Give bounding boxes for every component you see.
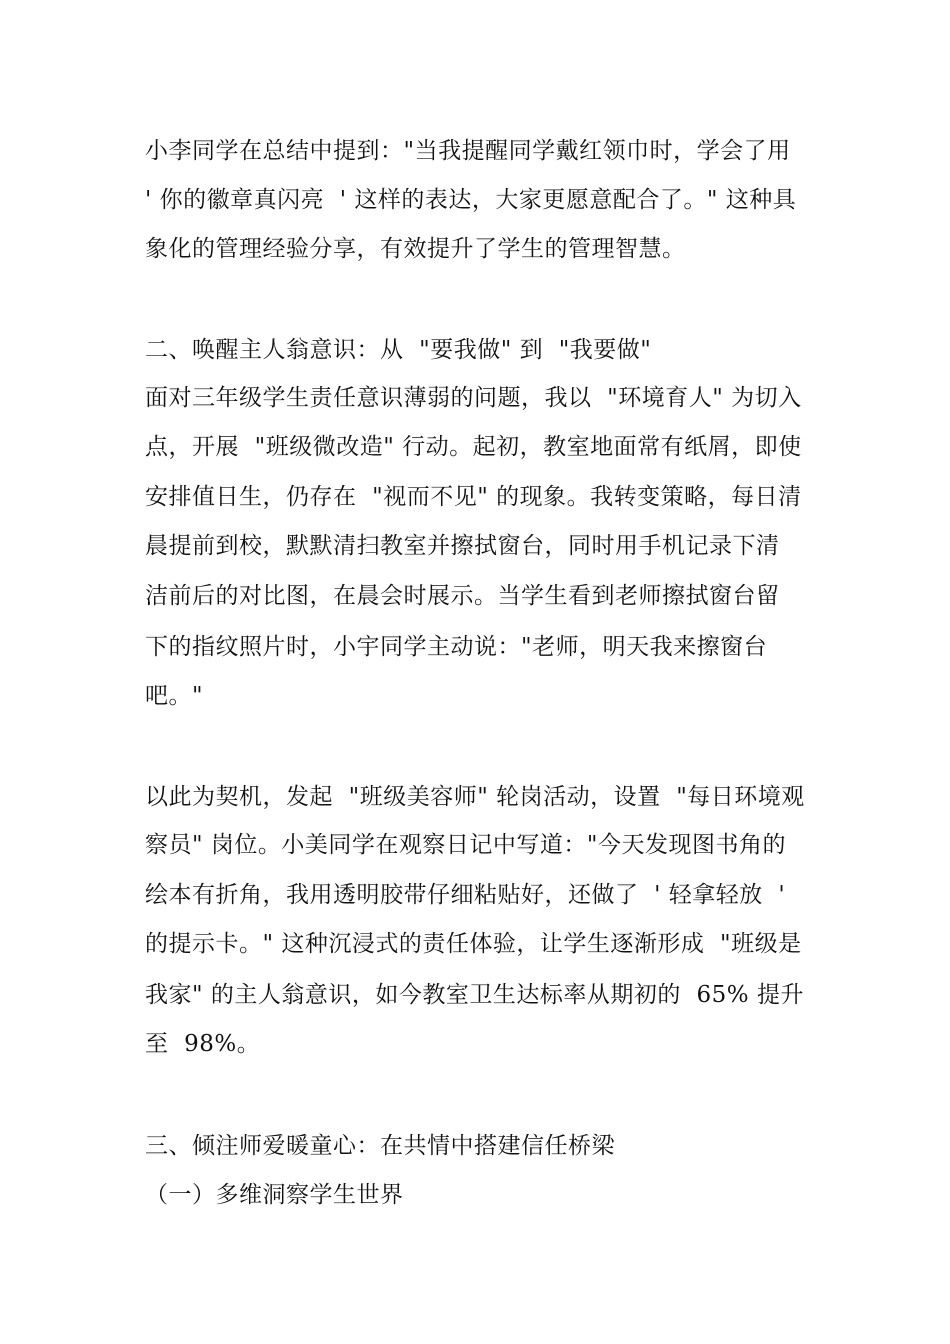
section-heading: 二、唤醒主人翁意识：从 "要我做" 到 "我要做" [145,337,652,363]
text-line: 绘本有折角，我用透明胶带仔细粘贴好，还做了 ' 轻拿轻放 ' [145,882,786,908]
subsection-heading: （一）多维洞察学生世界 [145,1182,404,1208]
text-line: 象化的管理经验分享，有效提升了学生的管理智慧。 [145,236,686,262]
text-line: 察员" 岗位。小美同学在观察日记中写道："今天发现图书角的 [145,832,786,858]
text-line: 我家" 的主人翁意识，如今教室卫生达标率从期初的 65% 提升 [145,982,804,1008]
section-heading: 三、倾注师爱暖童心：在共情中搭建信任桥梁 [145,1133,615,1159]
text-line: 洁前后的对比图，在晨会时展示。当学生看到老师擦拭窗台留 [145,583,780,609]
text-line: 下的指纹照片时，小宇同学主动说："老师，明天我来擦窗台 [145,634,768,660]
text-line: 面对三年级学生责任意识薄弱的问题，我以 "环境育人" 为切入 [145,385,802,411]
text-line: 吧。" [145,683,204,709]
text-line: 点，开展 "班级微改造" 行动。起初，教室地面常有纸屑，即使 [145,434,802,460]
text-line: 安排值日生，仍存在 "视而不见" 的现象。我转变策略，每日清 [145,484,802,510]
text-line: 晨提前到校，默默清扫教室并擦拭窗台，同时用手机记录下清 [145,533,780,559]
text-line: 的提示卡。" 这种沉浸式的责任体验，让学生逐渐形成 "班级是 [145,931,802,957]
text-line: 小李同学在总结中提到："当我提醒同学戴红领巾时，学会了用 [145,138,791,164]
text-line: 以此为契机，发起 "班级美容师" 轮岗活动，设置 "每日环境观 [145,784,805,810]
text-line: ' 你的徽章真闪亮 ' 这样的表达，大家更愿意配合了。" 这种具 [145,187,797,213]
text-line: 至 98%。 [145,1031,261,1057]
